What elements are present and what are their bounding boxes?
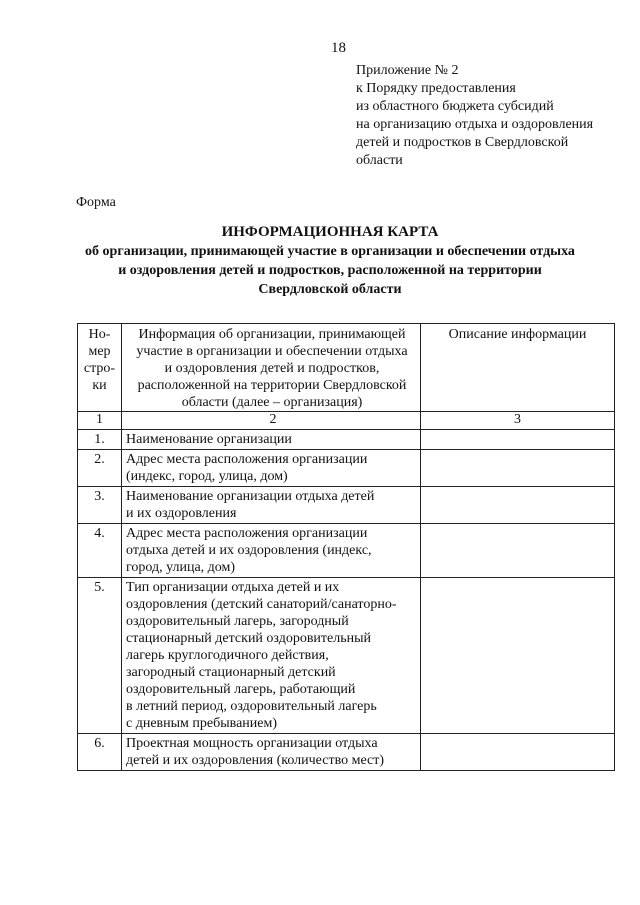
row-description-cell[interactable] [421,487,615,524]
column-numbers-row [78,412,615,430]
row-information-line: Наименование организации [126,432,292,447]
row-information-line: оздоровительный лагерь, работающий [126,682,356,697]
row-information [122,578,421,734]
column-number: 1 [78,412,122,430]
header-line: Информация об организации, принимающей [138,327,406,342]
row-number: 5. [78,578,122,734]
row-information-line: стационарный детский оздоровительный [126,631,372,646]
row-number: 1. [78,430,122,450]
row-number: 6. [78,734,122,771]
row-information-line: город, улица, дом) [126,560,236,575]
row-information-line: (индекс, город, улица, дом) [126,469,288,484]
title-sub-line: Свердловской области [258,282,402,297]
row-description-cell[interactable] [421,734,615,771]
row-information [122,734,421,771]
page-number: 18 [331,40,346,56]
row-description-cell[interactable] [421,450,615,487]
appendix-line: к Порядку предоставления [356,81,516,96]
title-sub-line: и оздоровления детей и подростков, расположенной на территории [118,263,542,278]
header-line: участие в организации и обеспечении отдыха [136,344,408,359]
title-sub-line: об организации, принимающей участие в организации и обеспечении отдыха [85,244,575,259]
row-information-line: и их оздоровления [126,506,237,521]
info-card-table-wrapper [77,323,615,771]
header-line: и оздоровления детей и подростков, [164,361,380,376]
row-description-cell[interactable] [421,578,615,734]
table-row [78,734,615,771]
appendix-line: области [356,153,403,168]
row-information-line: с дневным пребыванием) [126,716,278,731]
row-description-cell[interactable] [421,524,615,578]
table-row [78,450,615,487]
appendix-line: из областного бюджета субсидий [356,99,554,114]
column-number: 3 [421,412,615,430]
table-row [78,430,615,450]
header-line: мер [88,344,111,359]
row-information-line: Проектная мощность организации отдыха [126,736,378,751]
row-information-line: отдыха детей и их оздоровления (индекс, [126,543,372,558]
header-organization-info [122,324,421,412]
row-number: 2. [78,450,122,487]
row-information-line: оздоровительный лагерь, загородный [126,614,349,629]
header-line: расположенной на территории Свердловской [137,378,407,393]
header-line: стро- [83,361,116,376]
header-line: Но- [88,327,111,342]
table-row [78,487,615,524]
document-title [60,222,600,299]
row-information-line: оздоровления (детский санаторий/санаторно- [126,597,397,612]
row-number: 3. [78,487,122,524]
appendix-line: Приложение № 2 [356,63,459,78]
form-label: Форма [76,195,116,210]
row-information-line: детей и их оздоровления (количество мест) [126,753,385,768]
info-card-table [77,323,615,771]
header-description: Описание информации [421,324,615,412]
row-information [122,430,421,450]
title-main: ИНФОРМАЦИОННАЯ КАРТА [221,224,439,240]
header-line: ки [92,378,107,393]
table-row [78,578,615,734]
appendix-reference [356,62,593,170]
row-information-line: Адрес места расположения организации [126,452,368,467]
row-information-line: загородный стационарный детский [126,665,336,680]
appendix-line: детей и подростков в Свердловской [356,135,569,150]
row-description-cell[interactable] [421,430,615,450]
appendix-line: на организацию отдыха и оздоровления [356,117,594,132]
row-information [122,487,421,524]
row-information [122,450,421,487]
row-information [122,524,421,578]
row-information-line: Адрес места расположения организации [126,526,368,541]
column-number: 2 [122,412,421,430]
row-number: 4. [78,524,122,578]
row-information-line: Наименование организации отдыха детей [126,489,375,504]
table-header-row [78,324,615,412]
header-row-number [78,324,122,412]
row-information-line: лагерь круглогодичного действия, [126,648,329,663]
table-row [78,524,615,578]
header-line: области (далее – организация) [181,395,363,410]
row-information-line: Тип организации отдыха детей и их [126,580,340,595]
row-information-line: в летний период, оздоровительный лагерь [126,699,377,714]
